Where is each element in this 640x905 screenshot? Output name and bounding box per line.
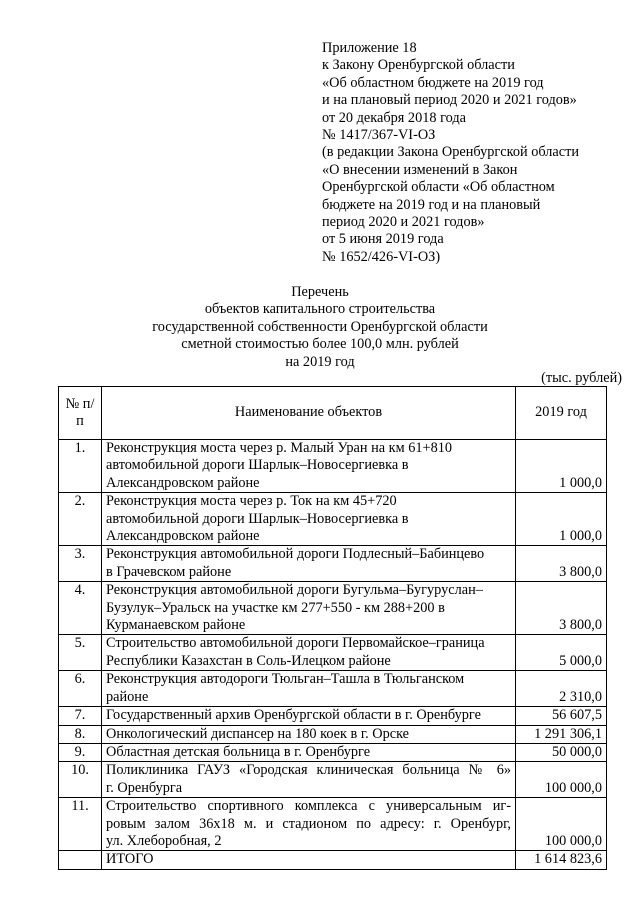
object-name-line: Бузулук–Уральск на участке км 277+550 - км 288+200 в xyxy=(106,599,445,616)
header-line: Оренбургской области «Об областном xyxy=(322,179,555,196)
objects-table xyxy=(58,386,607,870)
table-row xyxy=(59,707,607,725)
header-line: № 1652/426-VI-ОЗ) xyxy=(322,248,441,265)
object-name xyxy=(102,725,516,743)
total-label: ИТОГО xyxy=(102,851,516,869)
table-row xyxy=(59,635,607,671)
row-number: 4. xyxy=(59,582,102,635)
document-header xyxy=(322,40,622,266)
header-name: Наименование объектов xyxy=(102,387,516,440)
object-name xyxy=(102,546,516,582)
total-value: 1 614 823,6 xyxy=(516,851,607,869)
table-row xyxy=(59,440,607,493)
value-2019: 56 607,5 xyxy=(516,707,607,725)
row-number: 6. xyxy=(59,671,102,707)
object-name-line: Реконструкция автомобильной дороги Бугульма–Бугуруслан– xyxy=(106,582,483,599)
value-2019: 2 310,0 xyxy=(516,671,607,707)
object-name-line: автомобильной дороги Шарлык–Новосергиевка в xyxy=(106,457,409,474)
object-name-line: Республики Казахстан в Соль-Илецком районе xyxy=(106,652,391,669)
object-name xyxy=(102,707,516,725)
object-name-line: Онкологический диспансер на 180 коек в г. Орске xyxy=(106,725,409,742)
value-2019: 1 000,0 xyxy=(516,493,607,546)
value-2019: 50 000,0 xyxy=(516,743,607,761)
total-row xyxy=(59,851,607,869)
object-name-line: Государственный архив Оренбургской области в г. Оренбурге xyxy=(106,707,481,724)
header-line: от 5 июня 2019 года xyxy=(322,231,444,248)
object-name xyxy=(102,671,516,707)
units-label: (тыс. рублей) xyxy=(541,370,622,386)
object-name-line: ровым залом 36х18 м. и стадионом по адресу: г. Оренбург, xyxy=(106,815,511,832)
object-name-line: Строительство автомобильной дороги Первомайское–граница xyxy=(106,635,485,652)
object-name-line: Реконструкция автодороги Тюльган–Ташла в Тюльганском xyxy=(106,671,465,688)
value-2019: 1 000,0 xyxy=(516,440,607,493)
object-name-line: автомобильной дороги Шарлык–Новосергиевка в xyxy=(106,510,409,527)
object-name-line: Областная детская больница в г. Оренбурге xyxy=(106,743,371,760)
object-name xyxy=(102,762,516,798)
table-header-row xyxy=(59,387,607,440)
object-name-line: районе xyxy=(106,688,149,705)
row-number: 10. xyxy=(59,762,102,798)
header-line: и на плановый период 2020 и 2021 годов» xyxy=(322,92,577,109)
object-name xyxy=(102,743,516,761)
row-number: 2. xyxy=(59,493,102,546)
object-name-line: Александровском районе xyxy=(106,528,260,545)
table-row xyxy=(59,762,607,798)
object-name-line: Александровском районе xyxy=(106,474,260,491)
header-line: «Об областном бюджете на 2019 год xyxy=(322,74,544,91)
header-line: № 1417/367-VI-ОЗ xyxy=(322,127,436,144)
header-line: от 20 декабря 2018 года xyxy=(322,109,466,126)
total-empty-cell xyxy=(59,851,102,869)
object-name-line: Поликлиника ГАУЗ «Городская клиническая больница № 6» xyxy=(106,762,511,779)
table-row xyxy=(59,725,607,743)
value-2019: 5 000,0 xyxy=(516,635,607,671)
value-2019: 3 800,0 xyxy=(516,546,607,582)
value-2019: 3 800,0 xyxy=(516,582,607,635)
table-row xyxy=(59,671,607,707)
table-row xyxy=(59,798,607,851)
row-number: 11. xyxy=(59,798,102,851)
object-name-line: ул. Хлеборобная, 2 xyxy=(106,832,222,849)
object-name-line: Строительство спортивного комплекса с универсальным иг- xyxy=(106,798,511,815)
header-num: № п/п xyxy=(59,387,102,440)
row-number: 7. xyxy=(59,707,102,725)
row-number: 3. xyxy=(59,546,102,582)
value-2019: 1 291 306,1 xyxy=(516,725,607,743)
object-name xyxy=(102,635,516,671)
object-name-line: Реконструкция моста через р. Малый Уран на км 61+810 xyxy=(106,440,453,456)
object-name-line: г. Оренбурга xyxy=(106,779,183,796)
object-name-line: Реконструкция автомобильной дороги Подлесный–Бабинцево xyxy=(106,546,485,563)
header-line: бюджете на 2019 год и на плановый xyxy=(322,196,541,213)
title-line: на 2019 год xyxy=(285,353,355,370)
object-name-line: Реконструкция моста через р. Ток на км 45+720 xyxy=(106,493,397,510)
title-line: объектов капитального строительства xyxy=(204,301,436,318)
header-line: (в редакции Закона Оренбургской области xyxy=(322,144,580,161)
value-2019: 100 000,0 xyxy=(516,798,607,851)
row-number: 1. xyxy=(59,440,102,493)
row-number: 8. xyxy=(59,725,102,743)
header-year: 2019 год xyxy=(516,387,607,440)
table-body xyxy=(59,440,607,870)
title-line: сметной стоимостью более 100,0 млн. рублей xyxy=(181,336,459,353)
header-line: Приложение 18 xyxy=(322,40,417,56)
object-name xyxy=(102,493,516,546)
object-name xyxy=(102,798,516,851)
object-name xyxy=(102,440,516,493)
title-line: государственной собственности Оренбургской области xyxy=(152,318,488,335)
table-row xyxy=(59,546,607,582)
object-name xyxy=(102,582,516,635)
object-name-line: Курманаевском районе xyxy=(106,617,246,634)
header-line: период 2020 и 2021 годов» xyxy=(322,214,485,231)
title-line: Перечень xyxy=(291,284,349,300)
table-row xyxy=(59,743,607,761)
document-title xyxy=(0,284,640,371)
row-number: 5. xyxy=(59,635,102,671)
table-row xyxy=(59,493,607,546)
value-2019: 100 000,0 xyxy=(516,762,607,798)
header-line: «О внесении изменений в Закон xyxy=(322,161,518,178)
header-line: к Закону Оренбургской области xyxy=(322,57,515,74)
object-name-line: в Грачевском районе xyxy=(106,563,232,580)
table-row xyxy=(59,582,607,635)
row-number: 9. xyxy=(59,743,102,761)
